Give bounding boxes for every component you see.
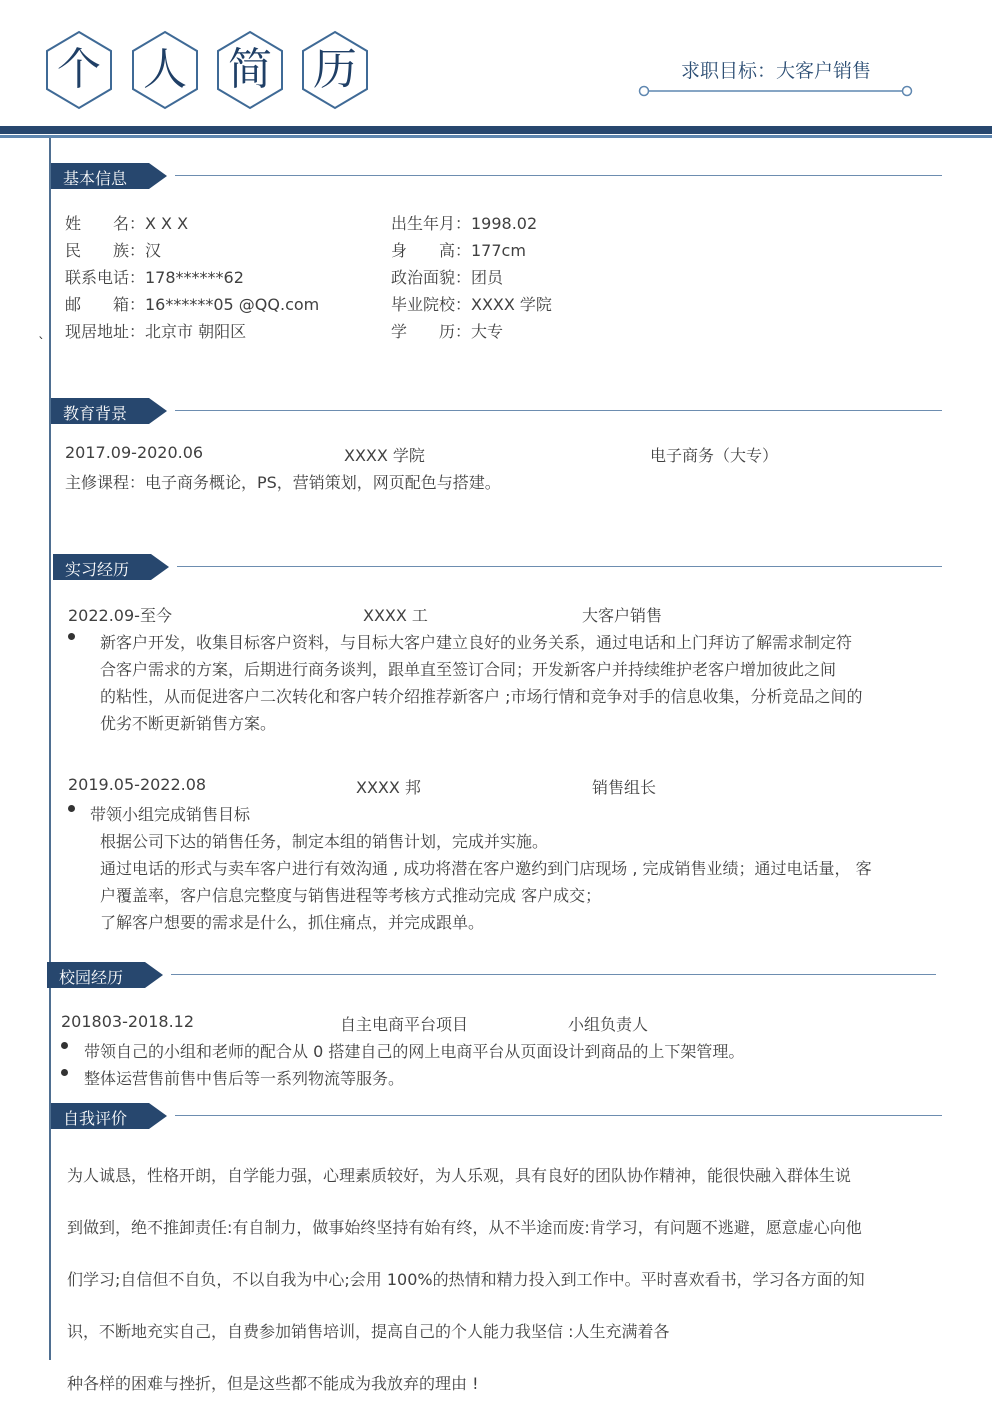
job2-bullet: 带领小组完成销售目标 [90,805,251,824]
left-vertical-rule [49,138,51,1360]
header-bar-accent [0,135,992,138]
title-char: 历 [313,44,357,95]
education-school: XXXX 学院 [344,446,425,465]
section-title: 基本信息 [63,169,128,188]
title-char: 人 [143,44,187,95]
campus-item: 带领自己的小组和老师的配合从 0 搭建自己的网上电商平台从页面设计到商品的上下架管理。 [84,1042,745,1061]
job1-company: XXXX 工 [363,606,428,625]
section-rule [175,410,942,411]
education-courses: 主修课程：电子商务概论，PS，营销策划，网页配色与搭建。 [65,473,501,492]
section-rule [175,175,942,176]
title-hexagon [44,30,114,110]
section-title: 实习经历 [65,560,130,579]
education-period: 2017.09-2020.06 [65,443,204,462]
basic-degree: 学 历：大专 [391,322,504,341]
title-char: 简 [228,44,272,95]
job2-period: 2019.05-2022.08 [68,775,207,794]
section-header-education [51,398,942,424]
basic-phone: 联系电话：178******62 [65,268,244,287]
job2-line: 根据公司下达的销售任务，制定本组的销售计划，完成并实施。 [100,832,549,851]
section-header-internship [53,554,942,580]
section-title: 教育背景 [63,404,128,423]
job1-desc-line: 合客户需求的方案，后期进行商务谈判，跟单直至签订合同；开发新客户并持续维护老客户增加彼此之间 [100,660,837,679]
bullet-dot [68,633,75,640]
section-header-basic [51,163,942,189]
resume-title [44,30,384,112]
bullet-dot [61,1042,68,1049]
basic-school: 毕业院校：XXXX 学院 [391,295,552,314]
campus-item: 整体运营售前售中售后等一系列物流等服务。 [84,1069,405,1088]
self-eval-line: 们学习;自信但不自负，不以自我为中心;会用 100%的热情和精力投入到工作中。平时喜欢看书，学习各方面的知 [67,1270,865,1289]
self-eval-line: 种各样的困难与挫折，但是这些都不能成为我放弃的理由 ! [67,1374,479,1393]
job-goal-text: 求职目标：大客户销售 [680,60,871,82]
campus-project: 自主电商平台项目 [340,1015,469,1034]
self-eval-line: 为人诚恳，性格开朗，自学能力强，心理素质较好，为人乐观，具有良好的团队协作精神，能很快融入群体生说 [67,1166,852,1185]
bullet-dot [68,805,75,812]
job1-role: 大客户销售 [582,606,663,625]
bullet-dot [61,1069,68,1076]
campus-period: 201803-2018.12 [61,1012,195,1031]
basic-address: 现居地址：北京市 朝阳区 [65,322,247,341]
title-char: 个 [57,44,101,95]
header-bar [0,126,992,134]
basic-ethnic: 民 族：汉 [65,241,162,260]
job2-line: 了解客户想要的需求是什么，抓住痛点，并完成跟单。 [100,913,485,932]
campus-role: 小组负责人 [568,1015,649,1034]
job-goal [638,56,914,100]
section-rule [177,566,942,567]
job1-desc-line: 新客户开发，收集目标客户资料，与目标大客户建立良好的业务关系，通过电话和上门拜访了解需求制定符 [100,633,853,652]
title-hexagon [130,30,200,110]
section-rule [171,974,936,975]
job1-desc-line: 优劣不断更新销售方案。 [100,714,277,733]
section-rule [175,1115,942,1116]
job2-line: 通过电话的形式与卖车客户进行有效沟通 , 成功将潜在客户邀约到门店现场 , 完成销售业绩；通过电话量， 客 [100,859,872,878]
goal-underline [638,82,914,98]
section-title: 校园经历 [59,968,124,987]
education-major: 电子商务（大专） [650,446,779,465]
basic-height: 身 高：177cm [391,241,526,260]
basic-political: 政治面貌：团员 [391,268,504,287]
title-hexagon [300,30,370,110]
job2-line: 户覆盖率，客户信息完整度与销售进程等考核方式推动完成 客户成交； [100,886,602,905]
self-eval-line: 到做到，绝不推卸责任:有自制力，做事始终坚持有始有终，从不半途而废:肯学习，有问题不逃避，愿意虚心向他 [67,1218,862,1237]
job2-company: XXXX 邦 [356,778,421,797]
section-title: 自我评价 [63,1109,128,1128]
basic-email: 邮 箱：16******05 @QQ.com [65,295,320,314]
basic-birth: 出生年月：1998.02 [391,214,538,233]
self-eval-line: 识，不断地充实自己，自费参加销售培训，提高自己的个人能力我坚信 :人生充满着各 [67,1322,670,1341]
stray-mark: ` [38,336,45,352]
title-hexagon [215,30,285,110]
section-header-campus [47,962,936,988]
job1-period: 2022.09-至今 [68,606,172,625]
basic-name: 姓 名：X X X [65,214,189,233]
job1-desc-line: 的粘性，从而促进客户二次转化和客户转介绍推荐新客户 ;市场行情和竞争对手的信息收集，分析竞品之间的 [100,687,863,706]
job2-role: 销售组长 [592,778,657,797]
section-header-self-eval [51,1103,942,1129]
